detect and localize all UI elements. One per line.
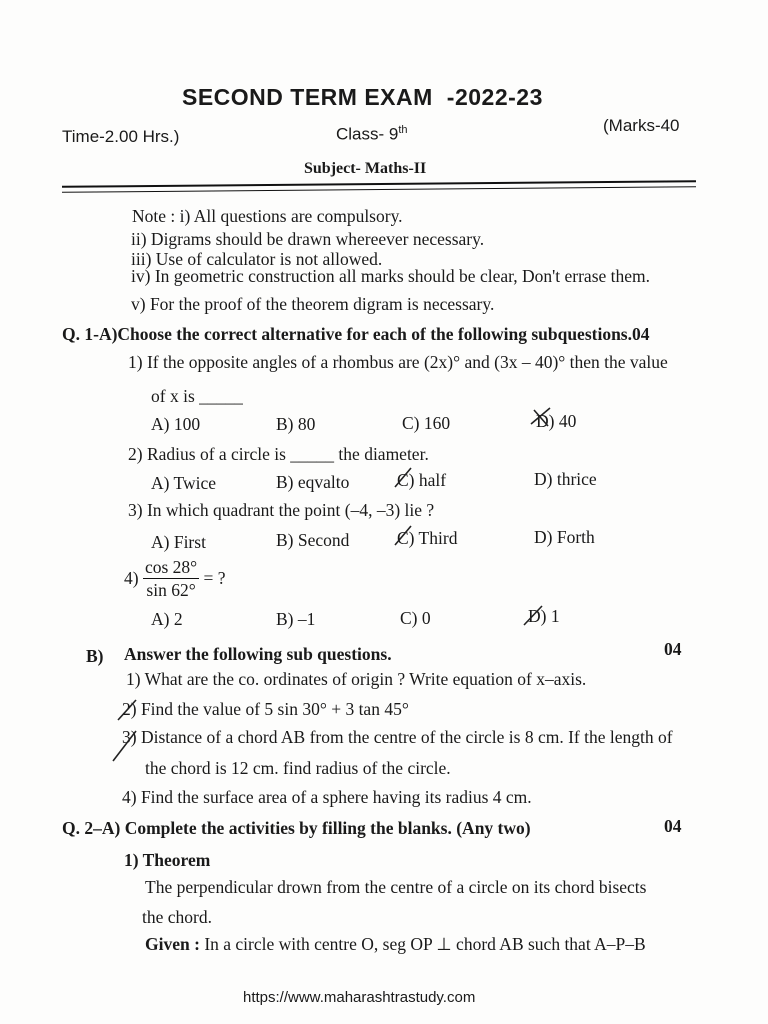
note-line-3: iii) Use of calculator is not allowed. [131,249,383,269]
q1a-1-option-b: B) 80 [276,414,316,434]
q1a-3-option-c: C) Third [397,528,458,548]
answer-strike-mark [393,465,415,491]
exam-year: -2022-23 [446,84,543,110]
q1a-3-option-d: D) Forth [534,527,595,547]
q1a-1-option-c: C) 160 [402,413,451,433]
q2a-heading: Q. 2–A) Complete the activities by filling the blanks. (Any two) [62,818,531,838]
q1a-heading [62,324,650,345]
q1a-4-tail: = ? [203,568,226,588]
q2a-given [145,934,646,955]
q1a-1-option-d: D) 40 [536,411,577,431]
q1b-heading: Answer the following sub questions. [124,644,392,664]
answer-strike-mark [528,404,554,430]
exam-title [182,84,543,111]
q1a-4-option-a: A) 2 [151,609,183,629]
header-rule-bottom [62,186,696,193]
q1a-4-num: 4) [124,568,139,588]
note-line-5: v) For the proof of the theorem digram is necessary. [131,294,495,314]
exam-subject: Subject- Maths-II [304,160,427,177]
q1b-item-3-line2: the chord is 12 cm. find radius of the circle. [145,758,451,778]
note-line-4: iv) In geometric construction all marks should be clear, Don't errase them. [131,266,651,286]
q1b-marks: 04 [664,639,682,659]
answer-tick-mark [110,725,140,765]
q2a-theorem-line1: The perpendicular drown from the centre of a circle on its chord bisects [145,877,647,897]
q2a-marks: 04 [664,816,682,836]
exam-marks: (Marks-40 [603,116,680,135]
q1a-4-option-d: D) 1 [528,606,560,626]
q1b-item-4: 4) Find the surface area of a sphere having its radius 4 cm. [122,787,532,807]
q2a-theorem-label: 1) Theorem [124,850,211,870]
q1b-item-3-line1: 3) Distance of a chord AB from the centre of the circle is 8 cm. If the length of [122,727,673,747]
exam-time: Time-2.00 Hrs.) [62,127,180,146]
q1a-1-line1: 1) If the opposite angles of a rhombus are (2x)° and (3x – 40)° then the value [128,352,668,372]
q1a-prefix: Q. [62,324,85,344]
answer-strike-mark [522,603,546,629]
exam-class [336,124,408,145]
exam-title-text: SECOND TERM EXAM [182,84,433,110]
footer-url: https://www.maharashtrastudy.com [243,989,476,1006]
q1b-label: B) [86,646,104,666]
q1a-4-option-c: C) 0 [400,608,431,628]
q1a-4-option-b: B) –1 [276,609,316,629]
q1a-2-option-d: D) thrice [534,469,597,489]
answer-strike-mark [393,523,415,549]
answer-tick-mark [114,696,140,724]
exam-class-sup: th [398,124,408,136]
q1a-4-fraction [143,556,199,601]
q1a-4-numerator: cos 28° [144,557,198,577]
q1a-2-text: 2) Radius of a circle is _____ the diameter. [128,444,429,464]
q1a-3-option-b: B) Second [276,530,350,550]
q1a-2-option-a: A) Twice [151,473,217,493]
q1a-4-denominator: sin 62° [146,580,196,600]
q1a-2-option-b: B) eqvalto [276,472,350,492]
q1b-item-2: 2) Find the value of 5 sin 30° + 3 tan 45° [122,699,409,719]
note-line-1: Note : i) All questions are compulsory. [132,206,403,226]
q1a-4-expression [124,556,226,601]
q1a-1-option-a: A) 100 [151,414,201,434]
exam-class-label: Class- 9 [336,124,399,144]
q1a-2-option-c: C) half [397,470,447,490]
q1a-heading-text: 1-A)Choose the correct alternative for each of the following subquestions.04 [84,324,650,344]
note-line-2: ii) Digrams should be drawn whereever necessary. [131,229,485,249]
q2a-theorem-line2: the chord. [142,907,212,927]
q1a-3-option-a: A) First [151,532,206,552]
q2a-given-label: Given : [145,934,200,954]
q1a-1-line2: of x is _____ [151,386,243,406]
q2a-given-text: In a circle with centre O, seg OP ⊥ chord AB such that A–P–B [204,934,646,954]
q1b-item-1: 1) What are the co. ordinates of origin ? Write equation of x–axis. [126,669,587,689]
q1a-3-text: 3) In which quadrant the point (–4, –3) lie ? [128,500,435,520]
